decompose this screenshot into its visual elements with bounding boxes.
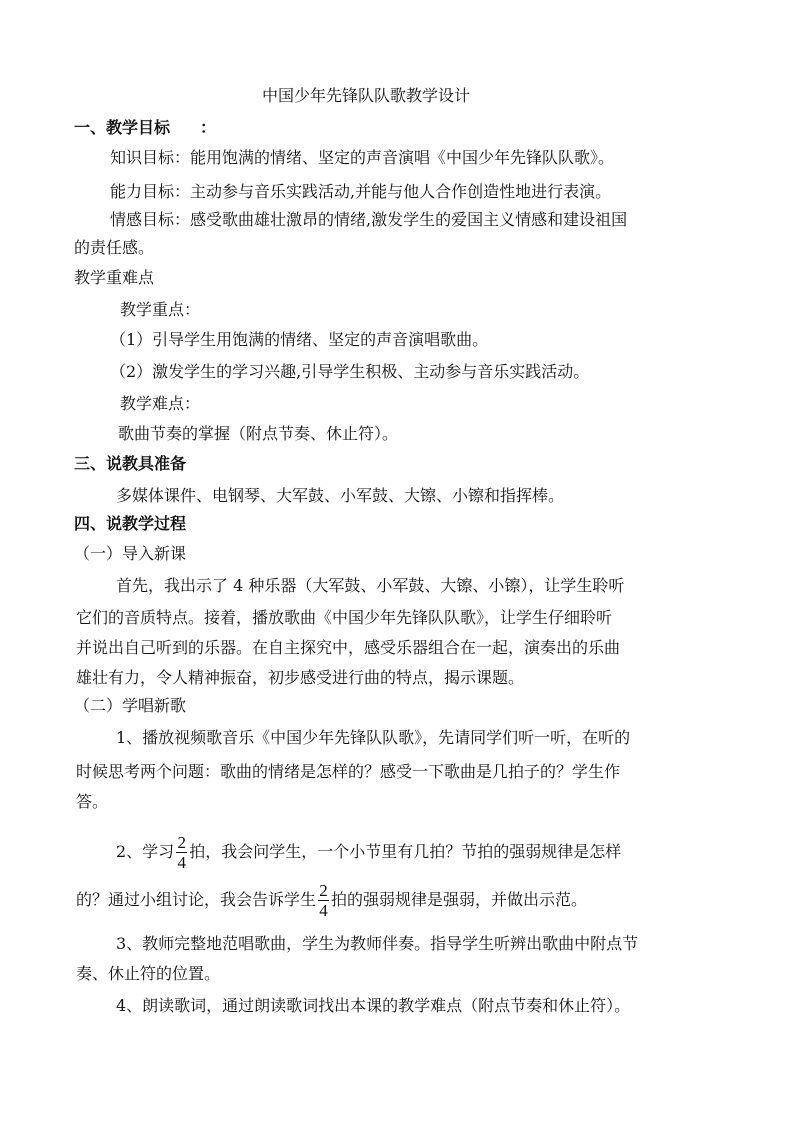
section-heading-objectives [74,118,216,138]
objective-emotion-line1: 情感目标：感受歌曲雄壮激昂的情绪,激发学生的爱国主义情感和建设祖国 [110,210,628,229]
fraction-numerator: 2 [177,833,186,852]
part2-item4-line1: 4、朗读歌词，通过朗读歌词找出本课的教学难点（附点节奏和休止符）。 [116,996,631,1015]
objective-emotion-line2: 的责任感。 [74,238,155,257]
section-heading-process: 四、说教学过程 [74,514,187,533]
difficult-point-1: 歌曲节奏的掌握（附点节奏、休止符）。 [118,424,399,443]
key-points-label: 教学重点： [120,300,201,319]
time-signature-fraction [176,834,187,871]
part2-item2-line1 [116,832,621,872]
section-heading-objectives-text: 一、教学目标 [74,118,171,137]
part1-paragraph-line2: 它们的音质特点。接着，播放歌曲《中国少年先锋队队歌》，让学生仔细聆听 [76,608,613,627]
part2-item2-text-c: 的？通过小组讨论，我会告诉学生 [76,890,317,909]
section-heading-objectives-colon: ： [200,118,217,137]
objective-knowledge: 知识目标：能用饱满的情绪、坚定的声音演唱《中国少年先锋队队歌》。 [110,148,615,167]
part2-item2-text-a: 2、学习 [116,842,175,861]
part1-paragraph-line3: 并说出自己听到的乐器。在自主探究中，感受乐器组合在一起，演奏出的乐曲 [76,638,621,657]
section-heading-materials: 三、说教具准备 [74,454,187,473]
part2-item1-line2: 时候思考两个问题：歌曲的情绪是怎样的？感受一下歌曲是几拍子的？学生作 [76,762,621,781]
fraction-denominator-2: 4 [319,901,328,920]
part2-item2-text-d: 拍的强弱规律是强弱，并做出示范。 [331,890,588,909]
part2-item3-line2: 奏、休止符的位置。 [76,964,221,983]
part1-paragraph-line4: 雄壮有力，令人精神振奋，初步感受进行曲的特点，揭示课题。 [76,668,525,687]
objective-ability: 能力目标：主动参与音乐实践活动,并能与他人合作创造性地进行表演。 [110,182,612,201]
part1-paragraph-line1: 首先，我出示了 4 种乐器（大军鼓、小军鼓、大镲、小镲），让学生聆听 [116,576,625,595]
key-point-1: （1）引导学生用饱满的情绪、坚定的声音演唱歌曲。 [110,330,489,349]
materials-content: 多媒体课件、电钢琴、大军鼓、小军鼓、大镲、小镲和指挥棒。 [116,486,565,505]
time-signature-fraction-2 [318,882,329,919]
fraction-denominator: 4 [177,853,186,872]
part2-item2-line2 [76,880,587,920]
document-title: 中国少年先锋队队歌教学设计 [262,86,471,105]
key-point-2: （2）激发学生的学习兴趣,引导学生积极、主动参与音乐实践活动。 [110,362,590,381]
process-part2-heading: （二）学唱新歌 [74,696,187,715]
fraction-numerator-2: 2 [319,881,328,900]
part2-item3-line1: 3、教师完整地范唱歌曲，学生为教师伴奏。指导学生听辨出歌曲中附点节 [116,934,639,953]
process-part1-heading: （一）导入新课 [74,544,187,563]
section-heading-key-difficult: 教学重难点 [74,268,155,287]
part2-item2-text-b: 拍，我会问学生，一个小节里有几拍？节拍的强弱规律是怎样 [189,842,622,861]
part2-item1-line3: 答。 [76,792,109,811]
difficult-points-label: 教学难点： [120,394,201,413]
part2-item1-line1: 1、播放视频歌音乐《中国少年先锋队队歌》，先请同学们听一听，在听的 [116,728,631,747]
